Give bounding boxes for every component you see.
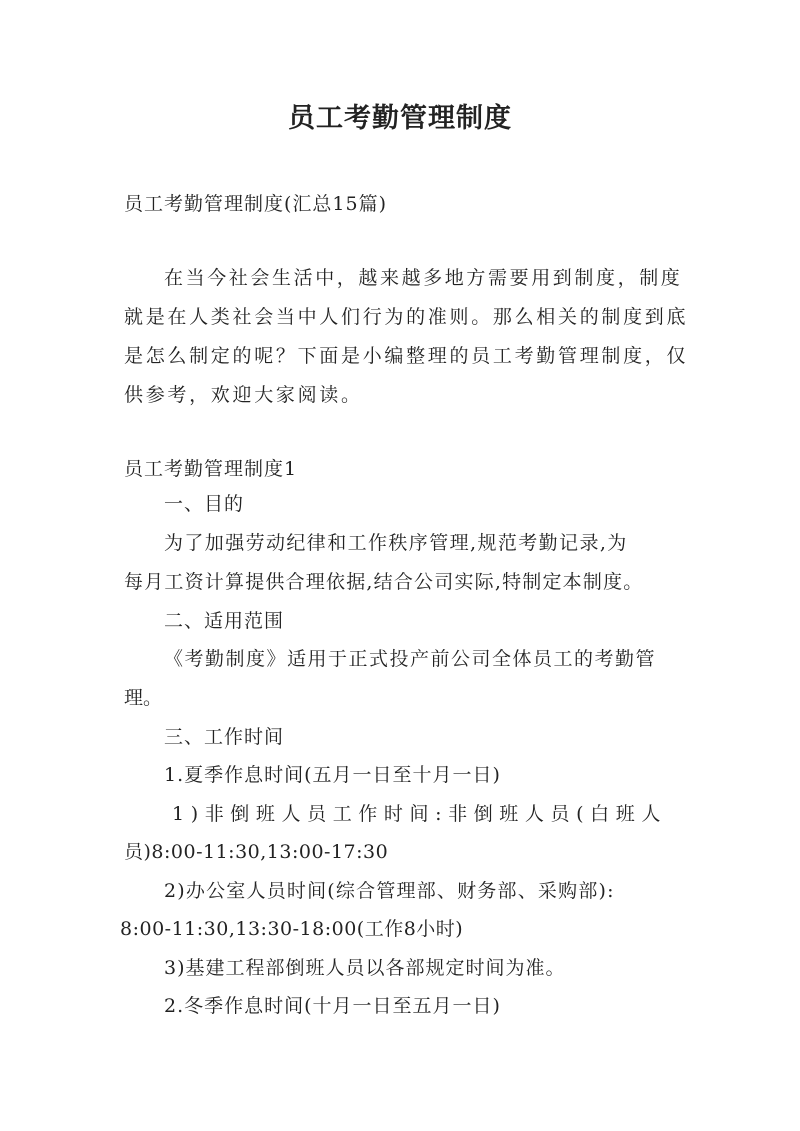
section-heading: 员工考勤管理制度1: [124, 458, 298, 480]
document-title: 员工考勤管理制度: [288, 103, 512, 134]
body-line-14: 2.冬季作息时间(十月一日至五月一日): [164, 995, 501, 1017]
body-line-4: 二、适用范围: [164, 610, 285, 632]
document-subtitle: 员工考勤管理制度(汇总15篇): [124, 193, 388, 215]
body-line-11: 2)办公室人员时间(综合管理部、财务部、采购部):: [164, 880, 615, 902]
body-line-9: 1)非倒班人员工作时间:非倒班人员(白班人: [172, 803, 667, 825]
body-line-10: 员)8:00-11:30,13:00-17:30: [124, 841, 389, 863]
body-line-3: 每月工资计算提供合理依据,结合公司实际,特制定本制度。: [124, 571, 644, 593]
intro-line-4: 供参考，欢迎大家阅读。: [124, 384, 363, 406]
body-line-13: 3)基建工程部倒班人员以各部规定时间为准。: [164, 957, 566, 979]
body-line-8: 1.夏季作息时间(五月一日至十月一日): [164, 764, 501, 786]
body-line-1: 一、目的: [164, 493, 245, 515]
body-line-6: 理。: [124, 687, 163, 709]
body-line-2: 为了加强劳动纪律和工作秩序管理,规范考勤记录,为: [164, 532, 628, 554]
body-line-5: 《考勤制度》适用于正式投产前公司全体员工的考勤管: [164, 648, 657, 670]
body-line-12: 8:00-11:30,13:30-18:00(工作8小时): [120, 918, 464, 940]
body-line-7: 三、工作时间: [164, 726, 285, 748]
intro-line-2: 就是在人类社会当中人们行为的准则。那么相关的制度到底: [124, 306, 689, 328]
intro-line-1: 在当今社会生活中，越来越多地方需要用到制度，制度: [164, 267, 683, 289]
intro-line-3: 是怎么制定的呢？下面是小编整理的员工考勤管理制度，仅: [124, 345, 689, 367]
